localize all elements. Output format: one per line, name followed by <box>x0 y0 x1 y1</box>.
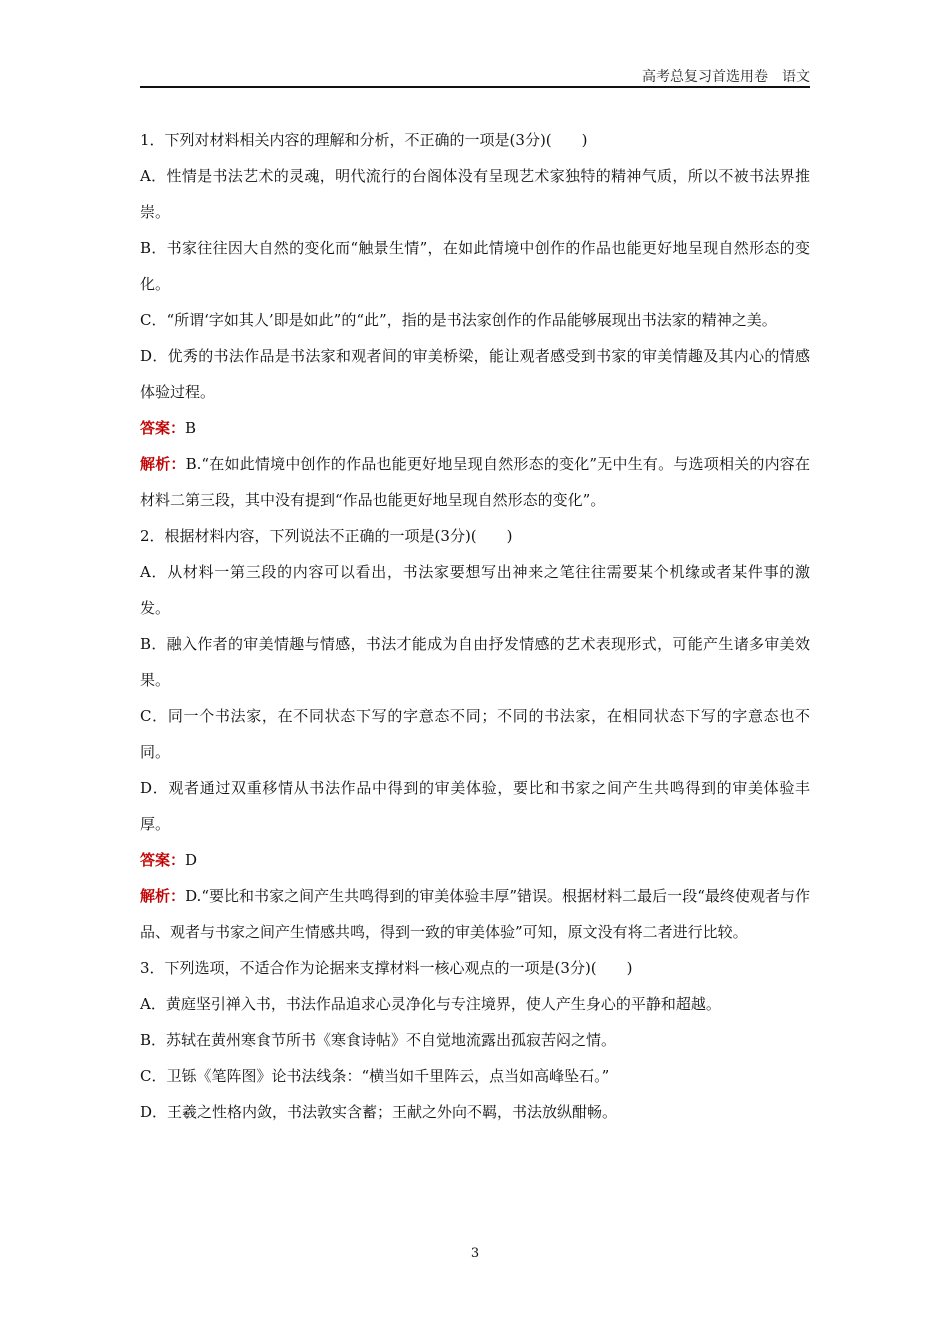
question-3-option-b: B．苏轼在黄州寒食节所书《寒食诗帖》不自觉地流露出孤寂苦闷之情。 <box>140 1031 617 1049</box>
question-3-option-c: C．卫铄《笔阵图》论书法线条：“横当如千里阵云，点当如高峰坠石。” <box>140 1067 610 1085</box>
question-2-analysis <box>140 878 810 950</box>
question-2-option-b: B．融入作者的审美情趣与情感，书法才能成为自由抒发情感的艺术表现形式，可能产生诸多审美效果。 <box>140 635 810 689</box>
question-1-answer <box>140 410 810 446</box>
question-1-option-c: C．“所谓‘字如其人’即是如此”的“此”，指的是书法家创作的作品能够展现出书法家的精神之美。 <box>140 311 777 329</box>
running-header: 高考总复习首选用卷 语文 <box>642 69 810 85</box>
question-1-option-d: D．优秀的书法作品是书法家和观者间的审美桥梁，能让观者感受到书家的审美情趣及其内心的情感体验过程。 <box>140 347 810 401</box>
answer-label: 答案： <box>140 419 186 437</box>
question-2-option-a: A．从材料一第三段的内容可以看出，书法家要想写出神来之笔往往需要某个机缘或者某件事的激发。 <box>140 563 810 617</box>
question-3-option-d: D．王羲之性格内敛，书法敦实含蓄；王献之外向不羁，书法放纵酣畅。 <box>140 1103 618 1121</box>
question-1-analysis <box>140 446 810 518</box>
question-3-option-a: A．黄庭坚引禅入书，书法作品追求心灵净化与专注境界，使人产生身心的平静和超越。 <box>140 995 721 1013</box>
page-content <box>140 122 810 1130</box>
question-2-answer <box>140 842 810 878</box>
answer-value: D <box>185 851 198 869</box>
page-number: 3 <box>470 1246 480 1261</box>
question-2-option-c: C．同一个书法家，在不同状态下写的字意态不同；不同的书法家，在相同状态下写的字意态也不同。 <box>140 707 810 761</box>
answer-value: B <box>185 419 197 437</box>
question-1-option-b: B．书家往往因大自然的变化而“触景生情”，在如此情境中创作的作品也能更好地呈现自然形态的变化。 <box>140 239 810 293</box>
analysis-text: D.“要比和书家之间产生共鸣得到的审美体验丰厚”错误。根据材料二最后一段“最终使观者与作品、观者与书家之间产生情感共鸣，得到一致的审美体验”可知，原文没有将二者进行比较。 <box>140 887 810 941</box>
question-2-option-d: D．观者通过双重移情从书法作品中得到的审美体验，要比和书家之间产生共鸣得到的审美体验丰厚。 <box>140 779 810 833</box>
analysis-label: 解析： <box>140 887 186 905</box>
question-3-stem: 3．下列选项，不适合作为论据来支撑材料一核心观点的一项是(3分)( ) <box>140 959 633 977</box>
question-1-stem: 1．下列对材料相关内容的理解和分析，不正确的一项是(3分)( ) <box>140 131 588 149</box>
analysis-text: B.“在如此情境中创作的作品也能更好地呈现自然形态的变化”无中生有。与选项相关的内容在材料二第三段，其中没有提到“作品也能更好地呈现自然形态的变化”。 <box>140 455 810 509</box>
analysis-label: 解析： <box>140 455 186 473</box>
answer-label: 答案： <box>140 851 186 869</box>
header-divider <box>140 86 810 88</box>
question-2-stem: 2．根据材料内容，下列说法不正确的一项是(3分)( ) <box>140 527 513 545</box>
question-1-option-a: A．性情是书法艺术的灵魂，明代流行的台阁体没有呈现艺术家独特的精神气质，所以不被书法界推崇。 <box>140 167 810 221</box>
